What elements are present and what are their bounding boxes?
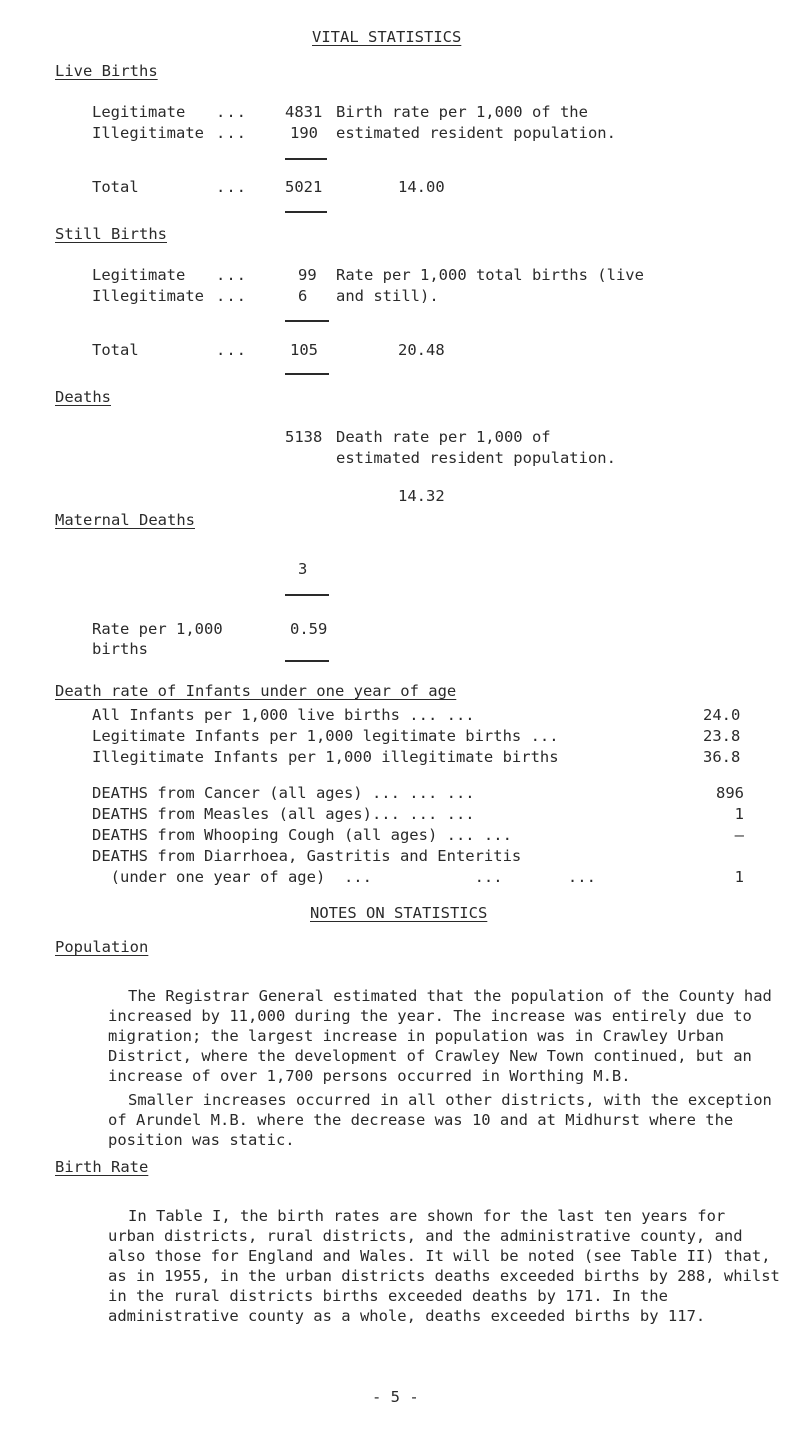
infant-death-heading: Death rate of Infants under one year of age bbox=[55, 682, 457, 700]
divider bbox=[285, 594, 329, 596]
maternal-rate-label-2: births bbox=[92, 640, 148, 658]
live-illegit-label: Illegitimate bbox=[92, 124, 204, 142]
still-legit-value: 99 bbox=[298, 266, 317, 284]
live-rate-note-1: Birth rate per 1,000 of the bbox=[336, 103, 588, 121]
divider bbox=[285, 320, 329, 322]
live-total-value: 5021 bbox=[285, 178, 323, 196]
still-illegit-value: 6 bbox=[298, 287, 308, 305]
maternal-rate: 0.59 bbox=[290, 620, 328, 638]
still-legit-label: Legitimate bbox=[92, 266, 186, 284]
still-birth-rate: 20.48 bbox=[398, 341, 445, 359]
cause-row-value: – bbox=[734, 826, 744, 844]
dots: ... bbox=[216, 341, 247, 359]
divider bbox=[285, 211, 327, 213]
cause-row-value: 896 bbox=[716, 784, 744, 802]
dots: ... bbox=[216, 287, 247, 305]
divider bbox=[285, 373, 329, 375]
maternal-deaths-heading: Maternal Deaths bbox=[55, 511, 195, 529]
live-births-heading: Live Births bbox=[55, 62, 158, 80]
dots: ... bbox=[216, 124, 247, 142]
live-illegit-value: 190 bbox=[290, 124, 318, 142]
cause-row-value: 1 bbox=[734, 868, 744, 886]
still-rate-note-2: and still). bbox=[336, 287, 439, 305]
cause-row-value: 1 bbox=[734, 805, 744, 823]
infant-row-label: Illegitimate Infants per 1,000 illegitimate births bbox=[92, 748, 559, 766]
page-number: - 5 - bbox=[372, 1388, 419, 1406]
live-total-label: Total bbox=[92, 178, 139, 196]
live-legit-value: 4831 bbox=[285, 103, 323, 121]
population-heading: Population bbox=[55, 938, 149, 956]
dots: ... bbox=[216, 103, 247, 121]
cause-row-label: DEATHS from Whooping Cough (all ages) ... ... bbox=[92, 826, 512, 844]
cause-row-label: DEATHS from Measles (all ages)... ... ... bbox=[92, 805, 475, 823]
still-births-heading: Still Births bbox=[55, 225, 167, 243]
death-rate-note-2: estimated resident population. bbox=[336, 449, 616, 467]
live-rate-note-2: estimated resident population. bbox=[336, 124, 616, 142]
cause-row-label: DEATHS from Diarrhoea, Gastritis and Enteritis bbox=[92, 847, 522, 865]
infant-row-value: 36.8 bbox=[703, 748, 741, 766]
population-paragraph-1: The Registrar General estimated that the population of the County had increased by 11,000 during the year. The increase was entirely due to migration; the largest increase in population was in Crawley Urban District, where the development of Crawley New Town continued, but an increase of over 1,700 persons occurred in Worthing M.B. bbox=[108, 987, 772, 1085]
still-rate-note-1: Rate per 1,000 total births (live bbox=[336, 266, 644, 284]
death-rate: 14.32 bbox=[398, 487, 445, 505]
maternal-rate-label-1: Rate per 1,000 bbox=[92, 620, 223, 638]
infant-row-value: 24.0 bbox=[703, 706, 741, 724]
birth-rate-paragraph: In Table I, the birth rates are shown for the last ten years for urban districts, rural districts, and the administrative county, and also those for England and Wales. It will be noted (see Table II) that, as in 1955, in the urban districts deaths exceeded births by 288, whilst in the rural districts births exceeded deaths by 171. In the administrative county as a whole, deaths exceeded births by 117. bbox=[108, 1207, 780, 1325]
still-total-label: Total bbox=[92, 341, 139, 359]
live-legit-label: Legitimate bbox=[92, 103, 186, 121]
divider bbox=[285, 158, 327, 160]
cause-row-label: (under one year of age) ... ... ... bbox=[92, 868, 596, 886]
infant-row-value: 23.8 bbox=[703, 727, 741, 745]
infant-row-label: Legitimate Infants per 1,000 legitimate births ... bbox=[92, 727, 559, 745]
death-rate-note-1: Death rate per 1,000 of bbox=[336, 428, 551, 446]
notes-heading: NOTES ON STATISTICS bbox=[310, 904, 488, 922]
birth-rate-heading: Birth Rate bbox=[55, 1158, 149, 1176]
cause-row-label: DEATHS from Cancer (all ages) ... ... ... bbox=[92, 784, 475, 802]
page-title: VITAL STATISTICS bbox=[312, 28, 462, 46]
live-birth-rate: 14.00 bbox=[398, 178, 445, 196]
deaths-value: 5138 bbox=[285, 428, 323, 446]
dots: ... bbox=[216, 178, 247, 196]
divider bbox=[285, 660, 329, 662]
maternal-deaths-value: 3 bbox=[298, 560, 308, 578]
deaths-heading: Deaths bbox=[55, 388, 111, 406]
still-illegit-label: Illegitimate bbox=[92, 287, 204, 305]
population-paragraph-2: Smaller increases occurred in all other districts, with the exception of Arundel M.B. where the decrease was 10 and at Midhurst where the position was static. bbox=[108, 1091, 772, 1149]
infant-row-label: All Infants per 1,000 live births ... ... bbox=[92, 706, 475, 724]
still-total-value: 105 bbox=[290, 341, 318, 359]
dots: ... bbox=[216, 266, 247, 284]
